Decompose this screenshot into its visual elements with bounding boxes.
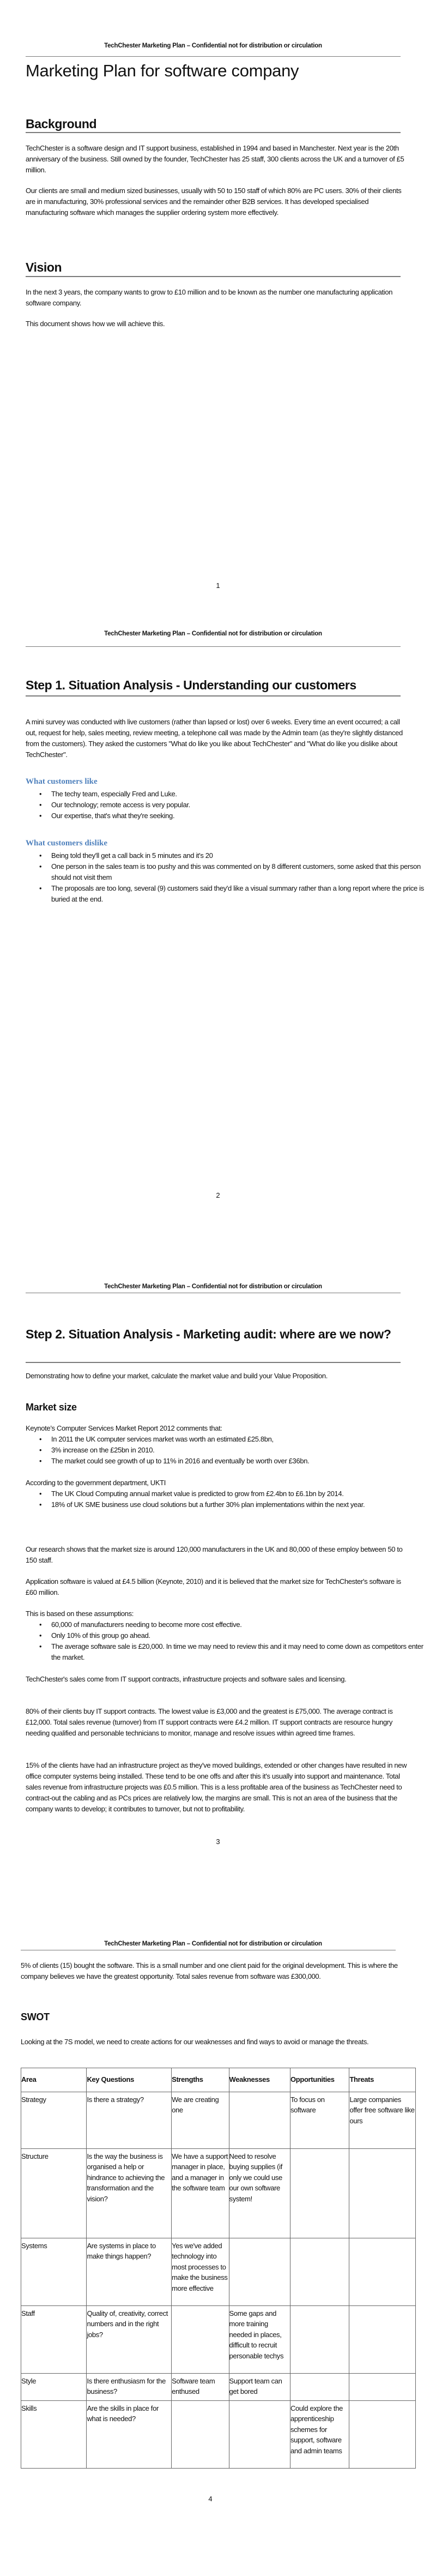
- column-header-weaknesses: Weaknesses: [229, 2068, 290, 2092]
- table-cell: [349, 2148, 416, 2238]
- step2-intro: Demonstrating how to define your market, calculate the market value and build your Value Proposition.: [26, 1372, 328, 1380]
- list-item: • 18% of UK SME business use cloud solutions but a further 30% plan implementations within the next year.: [51, 1499, 433, 1510]
- dislikes-list: [26, 850, 433, 905]
- sales-sources-paragraph: TechChester's sales come from IT support contracts, infrastructure projects and software sales and licensing.: [26, 1675, 347, 1683]
- table-cell: Large companies offer free software like ours: [349, 2092, 416, 2148]
- header-rule: [26, 646, 401, 647]
- table-cell: Structure: [21, 2148, 87, 2238]
- table-cell: [349, 2305, 416, 2373]
- background-paragraph: Our clients are small and medium sized businesses, usually with 50 to 150 staff of which 80% are PC users. 30% of their clients are in manufacturing, 30% professional services and the remainder other B2B services. It has developed specialised manufacturing software which manages the supplier ordering system more effectively.: [26, 187, 402, 217]
- dislikes-heading: What customers dislike: [26, 839, 107, 848]
- table-cell: Skills: [21, 2400, 87, 2468]
- survey-intro: A mini survey was conducted with live customers (rather than lapsed or lost) over 6 weeks. Every time an event occurred; a call out, request for help, sales meeting, review meeting, a telephone call was made by the Admin team (as they're slightly distanced from the customers). They asked the customers "What do like you like about TechChester" and "What do like you dislike about TechChester".: [26, 718, 403, 759]
- table-header-row: [21, 2068, 416, 2092]
- list-item: • The UK Cloud Computing annual market value is predicted to grow from £2.4bn to £6.1bn by 2014.: [51, 1488, 433, 1499]
- it-support-paragraph: 80% of their clients buy IT support contracts. The lowest value is £3,000 and the greatest is £75,000. The average contract is £12,000. Total sales revenue (turnover) from IT support contracts were £4.2 million. IT support contracts are resource hungry needing qualified and personable technicians to monitor, manage and resolve issues within agreed time frames.: [26, 1707, 393, 1737]
- column-header-opportunities: Opportunities: [290, 2068, 349, 2092]
- list-item: • Being told they'll get a call back in 5 minutes and it's 20: [51, 850, 433, 861]
- table-cell: Yes we've added technology into most processes to make the business more effective: [172, 2238, 229, 2305]
- assumptions-list: [26, 1619, 433, 1663]
- infrastructure-paragraph: 15% of the clients have had an infrastructure project as they've moved buildings, extended or other changes have resulted in new office computer systems being installed. These tend to be one offs and after this it's usually into support and maintenance. Total sales revenue from infrastructure projects was £0.5 million. This is a less profitable area of the business as TechChester need to contract-out the cabling and as PCs prices are relatively low, the margins are small. This is not an area of the business that the company wants to develop; it contributes to turnover, but not to profitability.: [26, 1761, 407, 1813]
- heading-rule: [26, 695, 401, 696]
- page-number: 4: [208, 2495, 213, 2503]
- likes-list: [26, 789, 433, 821]
- table-row: [21, 2400, 416, 2468]
- table-cell: [290, 2238, 349, 2305]
- table-cell: [290, 2373, 349, 2400]
- table-cell: To focus on software: [290, 2092, 349, 2148]
- list-item: • Only 10% of this group go ahead.: [51, 1630, 433, 1641]
- table-cell: [172, 2305, 229, 2373]
- table-cell: [349, 2373, 416, 2400]
- list-item: • The techy team, especially Fred and Luke.: [51, 789, 433, 800]
- table-cell: Some gaps and more training needed in places, difficult to recruit personable techys: [229, 2305, 290, 2373]
- swot-table: [21, 2068, 416, 2469]
- page-number: 1: [216, 581, 220, 590]
- column-header-strengths: Strengths: [172, 2068, 229, 2092]
- table-cell: Strategy: [21, 2092, 87, 2148]
- likes-heading: What customers like: [26, 777, 98, 786]
- document-title: Marketing Plan for software company: [26, 61, 299, 80]
- market-size-heading: Market size: [26, 1402, 77, 1413]
- running-header: TechChester Marketing Plan – Confidential not for distribution or circulation: [104, 43, 322, 49]
- running-header: TechChester Marketing Plan – Confidential not for distribution or circulation: [104, 1941, 322, 1947]
- research-paragraph: Our research shows that the market size is around 120,000 manufacturers in the UK and 80,000 of these employ between 50 to 150 staff.: [26, 1545, 403, 1564]
- heading-rule: [26, 1362, 401, 1363]
- column-header-area: Area: [21, 2068, 87, 2092]
- swot-intro: Looking at the 7S model, we need to create actions for our weaknesses and find ways to avoid or manage the threats.: [21, 2038, 369, 2046]
- table-row: [21, 2305, 416, 2373]
- table-cell: Support team can get bored: [229, 2373, 290, 2400]
- table-row: [21, 2373, 416, 2400]
- swot-heading: SWOT: [21, 2011, 50, 2022]
- table-cell: [229, 2238, 290, 2305]
- step1-heading: Step 1. Situation Analysis - Understanding our customers: [26, 678, 356, 692]
- column-header-threats: Threats: [349, 2068, 416, 2092]
- vision-heading: Vision: [26, 260, 62, 274]
- vision-paragraph: In the next 3 years, the company wants to grow to £10 million and to be known as the number one manufacturing application software company.: [26, 288, 393, 307]
- software-paragraph: 5% of clients (15) bought the software. This is a small number and one client paid for the original development. This is where the company believes we have the greatest opportunity. Total sales revenue from software was £300,000.: [21, 1961, 398, 1980]
- page-number: 3: [216, 1838, 220, 1846]
- list-item: • 3% increase on the £25bn in 2010.: [51, 1445, 433, 1456]
- table-cell: Need to resolve buying supplies (if only we could use our own software system!: [229, 2148, 290, 2238]
- table-cell: Software team enthused: [172, 2373, 229, 2400]
- heading-rule: [26, 132, 401, 133]
- table-cell: Quality of, creativity, correct numbers and in the right jobs?: [87, 2305, 172, 2373]
- assumptions-lead: This is based on these assumptions:: [26, 1610, 134, 1618]
- header-rule: [26, 56, 401, 57]
- table-cell: [290, 2148, 349, 2238]
- list-item: • Our technology; remote access is very popular.: [51, 800, 433, 810]
- table-row: [21, 2092, 416, 2148]
- vision-paragraph: This document shows how we will achieve this.: [26, 320, 165, 328]
- page-number: 2: [216, 1191, 220, 1199]
- list-item: • 60,000 of manufacturers needing to become more cost effective.: [51, 1619, 433, 1630]
- running-header: TechChester Marketing Plan – Confidential not for distribution or circulation: [104, 1283, 322, 1290]
- table-row: [21, 2148, 416, 2238]
- table-cell: [349, 2400, 416, 2468]
- table-cell: Are the skills in place for what is needed?: [87, 2400, 172, 2468]
- ukti-list: [26, 1488, 433, 1510]
- table-cell: We have a support manager in place, and a manager in the software team: [172, 2148, 229, 2238]
- ukti-lead: According to the government department, UKTI: [26, 1479, 166, 1487]
- table-cell: Are systems in place to make things happen?: [87, 2238, 172, 2305]
- table-cell: [229, 2400, 290, 2468]
- table-cell: Is there a strategy?: [87, 2092, 172, 2148]
- keynote-lead: Keynote’s Computer Services Market Report 2012 comments that:: [26, 1424, 222, 1432]
- table-cell: Is the way the business is organised a help or hindrance to achieving the transformation and the vision?: [87, 2148, 172, 2238]
- heading-rule: [26, 276, 401, 277]
- list-item: • The market could see growth of up to 11% in 2016 and eventually be worth over £36bn.: [51, 1456, 433, 1467]
- table-cell: Systems: [21, 2238, 87, 2305]
- table-cell: [229, 2092, 290, 2148]
- table-cell: Style: [21, 2373, 87, 2400]
- background-heading: Background: [26, 117, 97, 131]
- background-paragraph: TechChester is a software design and IT support business, established in 1994 and based in Manchester. Next year is the 20th anniversary of the business. Still owned by the founder, TechChester has 25 staff, 300 clients across the UK and a turnover of £5 million.: [26, 144, 404, 174]
- table-cell: [172, 2400, 229, 2468]
- list-item: • The average software sale is £20,000. In time we may need to review this and it may need to come down as competitors enter the market.: [51, 1641, 433, 1663]
- running-header: TechChester Marketing Plan – Confidential not for distribution or circulation: [104, 631, 322, 637]
- step2-heading: Step 2. Situation Analysis - Marketing audit: where are we now?: [26, 1327, 391, 1341]
- table-cell: [290, 2305, 349, 2373]
- table-cell: Is there enthusiasm for the business?: [87, 2373, 172, 2400]
- list-item: • The proposals are too long, several (9) customers said they'd like a visual summary rather than a long report where the price is buried at the end.: [51, 883, 433, 905]
- keynote-list: [26, 1434, 433, 1467]
- application-paragraph: Application software is valued at £4.5 billion (Keynote, 2010) and it is believed that the market size for TechChester's software is £60 million.: [26, 1577, 401, 1596]
- table-cell: [349, 2238, 416, 2305]
- table-cell: Could explore the apprenticeship schemes for support, software and admin teams: [290, 2400, 349, 2468]
- table-cell: We are creating one: [172, 2092, 229, 2148]
- column-header-key-questions: Key Questions: [87, 2068, 172, 2092]
- list-item: • One person in the sales team is too pushy and this was commented on by 8 different customers, some asked that this person should not visit them: [51, 861, 433, 883]
- list-item: • Our expertise, that's what they're seeking.: [51, 810, 433, 821]
- table-cell: Staff: [21, 2305, 87, 2373]
- list-item: • In 2011 the UK computer services market was worth an estimated £25.8bn,: [51, 1434, 433, 1445]
- table-row: [21, 2238, 416, 2305]
